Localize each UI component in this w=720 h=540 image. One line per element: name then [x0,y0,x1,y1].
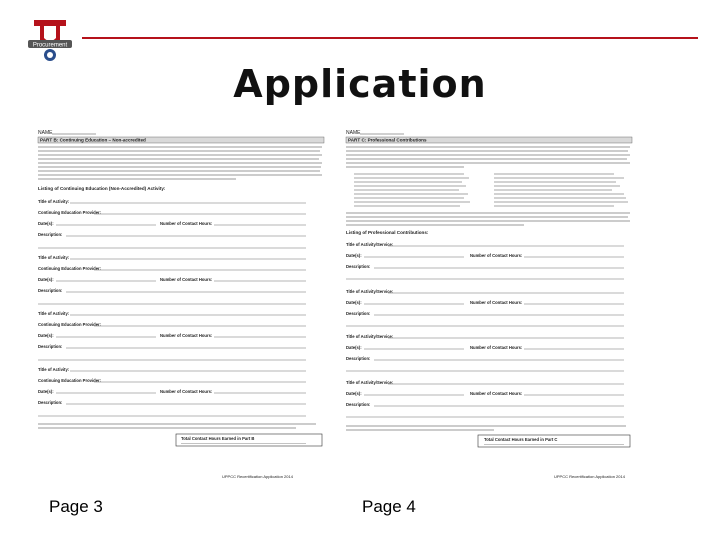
svg-text:Title of Activity:: Title of Activity: [38,311,70,316]
svg-text:Description:: Description: [38,288,63,293]
svg-text:Number of Contact Hours:: Number of Contact Hours: [470,300,523,305]
svg-text:Title of Activity:: Title of Activity: [38,367,70,372]
svg-text:Procurement: Procurement [32,42,68,49]
total-hours-label: Total Contact Hours Earned in Part B [181,436,255,441]
page-footer: UPPCC Recertification Application 2014 [554,474,625,479]
svg-text:Title of Activity/Service:: Title of Activity/Service: [346,334,394,339]
svg-text:Description:: Description: [346,311,371,316]
svg-text:Date(s):: Date(s): [346,391,362,396]
listing-heading: Listing of Continuing Education (Non-Accredited) Activity: [38,186,166,191]
svg-text:Description:: Description: [346,356,371,361]
section-heading: PART C: Professional Contributions [348,137,427,143]
svg-text:Date(s):: Date(s): [38,389,54,394]
procurement-logo [26,16,74,62]
svg-text:Number of Contact Hours:: Number of Contact Hours: [470,391,523,396]
page-caption-4: Page 4 [362,497,416,516]
listing-heading: Listing of Professional Contributions: [346,230,429,235]
svg-text:Date(s):: Date(s): [38,221,54,226]
contribution-entry [346,289,624,326]
svg-text:Continuing Education Provider:: Continuing Education Provider: [38,210,102,215]
svg-text:Description:: Description: [38,400,63,405]
activity-entry [38,367,306,416]
contribution-entry [346,380,624,417]
svg-text:Number of Contact Hours:: Number of Contact Hours: [160,277,213,282]
name-label: NAME [38,130,53,136]
activity-entry [38,255,306,304]
svg-text:Title of Activity:: Title of Activity: [38,199,70,204]
name-label: NAME [346,130,361,136]
page-title: Application [233,62,487,106]
svg-text:Continuing Education Provider:: Continuing Education Provider: [38,322,102,327]
svg-text:Date(s):: Date(s): [346,253,362,258]
page-footer: UPPCC Recertification Application 2014 [222,474,293,479]
svg-text:Title of Activity/Service:: Title of Activity/Service: [346,289,394,294]
page-caption-3: Page 3 [49,497,103,516]
activity-entry [38,311,306,360]
svg-text:Continuing Education Provider:: Continuing Education Provider: [38,266,102,271]
svg-text:Date(s):: Date(s): [38,277,54,282]
header-rule [82,37,698,39]
svg-text:Description:: Description: [38,232,63,237]
section-heading: PART B: Continuing Education – Non-accredited [40,137,146,143]
svg-text:Title of Activity/Service:: Title of Activity/Service: [346,242,394,247]
svg-text:Title of Activity/Service:: Title of Activity/Service: [346,380,394,385]
contribution-entry [346,242,624,279]
svg-text:Date(s):: Date(s): [346,345,362,350]
svg-text:Continuing Education Provider:: Continuing Education Provider: [38,378,102,383]
svg-text:Description:: Description: [346,264,371,269]
svg-text:Description:: Description: [346,402,371,407]
svg-text:Number of Contact Hours:: Number of Contact Hours: [470,345,523,350]
activity-entry [38,199,306,248]
total-hours-label: Total Contact Hours Earned in Part C [484,437,558,442]
svg-text:Number of Contact Hours:: Number of Contact Hours: [160,221,213,226]
page-thumbnail-4 [344,126,634,494]
svg-text:Date(s):: Date(s): [38,333,54,338]
svg-text:Number of Contact Hours:: Number of Contact Hours: [160,333,213,338]
svg-text:Description:: Description: [38,344,63,349]
svg-text:Number of Contact Hours:: Number of Contact Hours: [160,389,213,394]
svg-text:Title of Activity:: Title of Activity: [38,255,70,260]
svg-text:Date(s):: Date(s): [346,300,362,305]
contribution-entry [346,334,624,371]
page-thumbnail-3 [36,126,326,494]
svg-text:Number of Contact Hours:: Number of Contact Hours: [470,253,523,258]
